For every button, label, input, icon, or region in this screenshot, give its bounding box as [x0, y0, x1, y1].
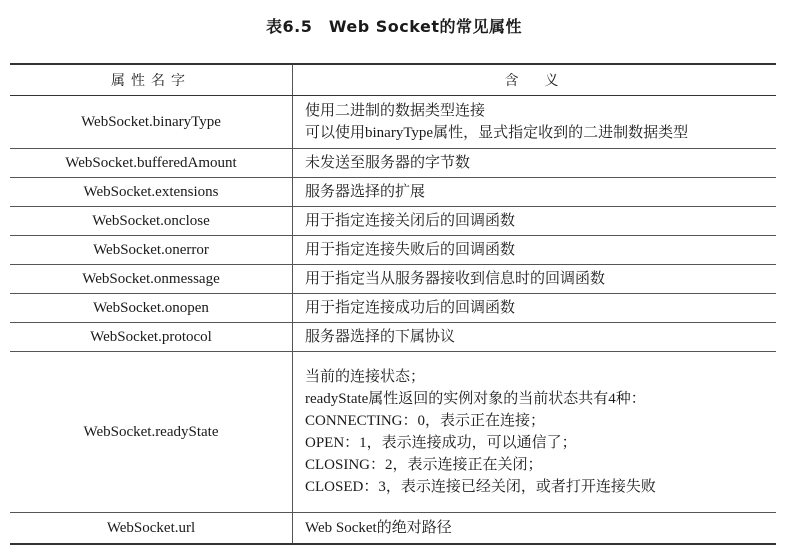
- meaning-line: 用于指定连接关闭后的回调函数: [305, 213, 516, 229]
- meaning-line: 当前的连接状态；: [305, 369, 426, 385]
- meaning-line: OPEN：1，表示连接成功，可以通信了；: [305, 435, 577, 451]
- property-name: WebSocket.onopen: [10, 294, 293, 323]
- meaning-line: CLOSED：3，表示连接已经关闭，或者打开连接失败: [305, 479, 656, 495]
- property-meaning: [293, 323, 777, 352]
- property-name: WebSocket.readyState: [10, 352, 293, 513]
- meaning-line: 未发送至服务器的字节数: [305, 155, 471, 171]
- property-name: WebSocket.onerror: [10, 236, 293, 265]
- table-row: [10, 352, 776, 513]
- table-row: [10, 149, 776, 178]
- table-caption: 表6.5 Web Socket的常见属性: [265, 17, 522, 36]
- meaning-line: 使用二进制的数据类型连接: [305, 103, 486, 119]
- table-row: [10, 265, 776, 294]
- property-meaning: [293, 96, 777, 149]
- meaning-line: CLOSING：2，表示连接正在关闭；: [305, 457, 543, 473]
- property-meaning: [293, 178, 777, 207]
- properties-table: [10, 63, 776, 545]
- property-name: WebSocket.onclose: [10, 207, 293, 236]
- meaning-line: 服务器选择的扩展: [305, 184, 426, 200]
- property-meaning: [293, 513, 777, 545]
- property-name: WebSocket.binaryType: [10, 96, 293, 149]
- meaning-line: 用于指定连接失败后的回调函数: [305, 242, 516, 258]
- table-header-row: [10, 64, 776, 96]
- meaning-line: 用于指定当从服务器接收到信息时的回调函数: [305, 271, 606, 287]
- table-row: [10, 96, 776, 149]
- meaning-line: CONNECTING：0，表示正在连接；: [305, 413, 545, 429]
- property-meaning: [293, 265, 777, 294]
- table-row: [10, 236, 776, 265]
- property-meaning: [293, 207, 777, 236]
- table-row: [10, 294, 776, 323]
- meaning-line: 服务器选择的下属协议: [305, 329, 456, 345]
- header-property-name: 属性名字: [10, 64, 293, 96]
- property-name: WebSocket.extensions: [10, 178, 293, 207]
- property-meaning: [293, 236, 777, 265]
- table-row: [10, 513, 776, 545]
- property-name: WebSocket.bufferedAmount: [10, 149, 293, 178]
- property-name: WebSocket.url: [10, 513, 293, 545]
- meaning-line: Web Socket的绝对路径: [305, 520, 452, 536]
- meaning-line: 可以使用binaryType属性，显式指定收到的二进制数据类型: [305, 125, 689, 141]
- property-meaning: [293, 352, 777, 513]
- property-meaning: [293, 149, 777, 178]
- header-meaning: 含 义: [293, 64, 777, 96]
- table-row: [10, 323, 776, 352]
- meaning-line: readyState属性返回的实例对象的当前状态共有4种：: [305, 391, 646, 407]
- property-name: WebSocket.onmessage: [10, 265, 293, 294]
- property-name: WebSocket.protocol: [10, 323, 293, 352]
- meaning-line: 用于指定连接成功后的回调函数: [305, 300, 516, 316]
- table-row: [10, 178, 776, 207]
- property-meaning: [293, 294, 777, 323]
- table-row: [10, 207, 776, 236]
